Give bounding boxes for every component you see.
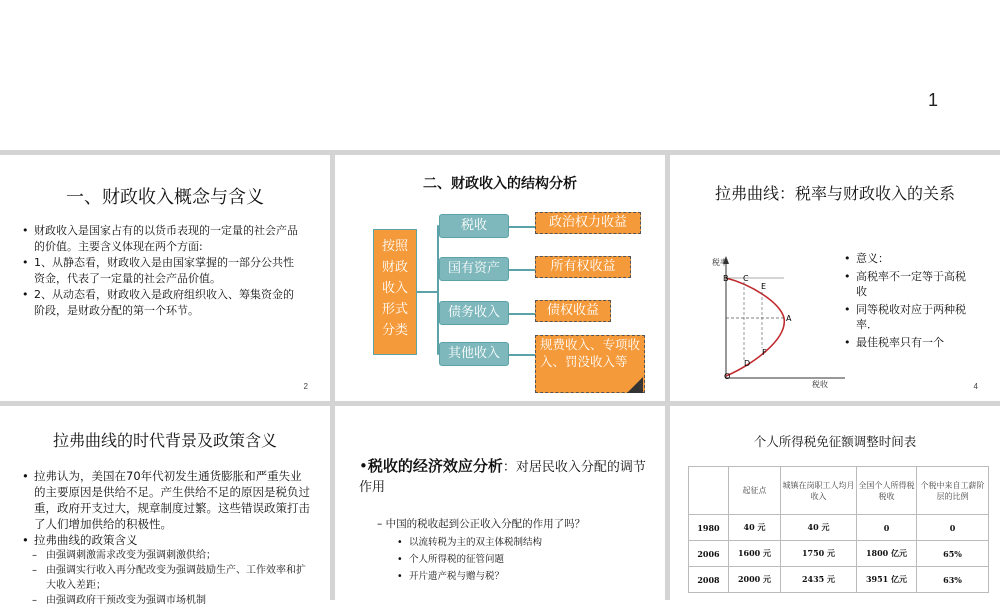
table-cell: 2006 — [689, 541, 729, 567]
slide-thumbnail-3[interactable] — [335, 155, 665, 401]
category-state-assets: 国有资产 — [439, 257, 509, 281]
slide-thumbnail-6[interactable] — [335, 406, 665, 600]
table-header-cell: 城镇在岗职工人均月收入 — [781, 467, 857, 515]
table-row — [689, 541, 989, 567]
table-cell: 2008 — [689, 567, 729, 593]
point-label-c: C — [743, 274, 749, 283]
point-label-o: O — [724, 372, 731, 381]
heading-rest: ：对居民收入分配的调节作用 — [359, 460, 646, 495]
classification-box: 按照财政收入形式分类 — [373, 229, 417, 355]
table-cell: 40 元 — [729, 515, 781, 541]
table-cell: 65% — [917, 541, 989, 567]
bullet-item: • 1、从静态看，财政收入是由国家掌握的一部分公共性资金，代表了一定量的社会产品价值。 — [22, 255, 304, 287]
list-item: • 个人所得税的征管问题 — [397, 551, 647, 568]
bullet-item: • 2、从动态看，财政收入是政府组织收入、筹集资金的阶段，是财政分配的第一个环节。 — [22, 287, 304, 319]
sub-question: – 中国的税收起到公正收入分配的作用了吗？ — [377, 518, 586, 530]
table-cell: 0 — [857, 515, 917, 541]
connector-line — [417, 291, 439, 293]
result-creditor: 债权收益 — [535, 300, 611, 322]
point-label-d: D — [744, 359, 751, 368]
table-cell: 1600 元 — [729, 541, 781, 567]
slide-title: 一、财政收入概念与含义 — [66, 187, 264, 208]
table-cell: 0 — [917, 515, 989, 541]
result-political-power: 政治权力收益 — [535, 212, 641, 234]
heading-bold: 税收的经济效应分析 — [367, 457, 503, 475]
table-cell: 2435 元 — [781, 567, 857, 593]
sub-bullet-item: – 由强调刺激需求改变为强调刺激供给； — [22, 548, 312, 563]
bullet-list — [22, 223, 304, 319]
bullet-list — [844, 251, 976, 350]
laffer-curve-graph — [710, 250, 850, 390]
table-header-cell: 个税中来自工薪阶层的比例 — [917, 467, 989, 515]
heading-bullet: • — [359, 457, 368, 475]
point-label-f: F — [762, 348, 767, 357]
slide-thumbnail-5[interactable] — [0, 406, 330, 606]
table-header-cell — [689, 467, 729, 515]
table-row — [689, 515, 989, 541]
point-label-b: B — [723, 274, 729, 283]
slide-number: 4 — [973, 382, 978, 391]
table-header-cell: 全国个人所得税税收 — [857, 467, 917, 515]
point-label-e: E — [761, 282, 767, 291]
y-axis-label: 税率 — [712, 258, 728, 267]
bullet-item: • 最佳税率只有一个 — [844, 335, 976, 350]
slide-number: 2 — [303, 382, 308, 391]
bullet-item: • 拉弗认为，美国在70年代初发生通货膨胀和严重失业的主要原因是供给不足。产生供给不足的原因是税负过重，政府开支过大，规章制度过繁。这些错误政策打击了人们增加供给的积极性。 — [22, 468, 312, 532]
x-axis-label: 税收 — [812, 380, 828, 389]
bullet-item: • 高税率不一定等于高税收 — [844, 269, 976, 299]
bullet-item: • 同等税收对应于两种税率． — [844, 302, 976, 332]
category-tax: 税收 — [439, 214, 509, 238]
bullet-item: • 意义： — [844, 251, 976, 266]
slide-thumbnail-2[interactable] — [0, 155, 330, 401]
table-cell: 2000 元 — [729, 567, 781, 593]
table-header-cell: 起征点 — [729, 467, 781, 515]
slide-title: 拉弗曲线的时代背景及政策含义 — [52, 431, 277, 450]
category-debt-income: 债务收入 — [439, 301, 509, 325]
list-item: • 开片遗产税与赠与税？ — [397, 568, 647, 585]
sub-bullet-item: – 由强调政府干预改变为强调市场机制 — [22, 593, 312, 608]
slide-number: 3 — [638, 382, 643, 391]
bullet-list — [22, 468, 312, 608]
connector-line — [509, 354, 535, 356]
table-cell: 1800 亿元 — [857, 541, 917, 567]
table-cell: 63% — [917, 567, 989, 593]
point-label-a: A — [786, 314, 792, 323]
tax-threshold-table — [688, 466, 989, 593]
connector-line — [509, 313, 535, 315]
table-cell: 40 元 — [781, 515, 857, 541]
table-cell: 3951 亿元 — [857, 567, 917, 593]
table-cell: 1980 — [689, 515, 729, 541]
result-other: 规费收入、专项收入、罚没收入等 — [535, 335, 645, 393]
connector-line — [509, 226, 535, 228]
slide-heading — [359, 456, 649, 498]
question-text: 中国的税收起到公正收入分配的作用了吗？ — [385, 518, 586, 530]
slide-thumbnail-4[interactable] — [670, 155, 1000, 401]
bullet-item: • 拉弗曲线的政策含义 — [22, 532, 312, 548]
slide-thumbnail-7[interactable] — [670, 406, 1000, 600]
sub-bullet-item: – 由强调实行收入再分配改变为强调鼓励生产、工作效率和扩大收入差距； — [22, 563, 312, 593]
page-number: 1 — [928, 90, 939, 110]
slide-title: 拉弗曲线：税率与财政收入的关系 — [714, 184, 955, 203]
category-other-income: 其他收入 — [439, 342, 509, 366]
table-cell: 1750 元 — [781, 541, 857, 567]
list-item: • 以流转税为主的双主体税制结构 — [397, 534, 647, 551]
result-ownership: 所有权收益 — [535, 256, 631, 278]
connector-line — [509, 269, 535, 271]
table-row — [689, 567, 989, 593]
bullet-item: • 财政收入是国家占有的以货币表现的一定量的社会产品的价值。主要含义体现在两个方面: — [22, 223, 304, 255]
table-header-row — [689, 467, 989, 515]
item-list — [397, 534, 647, 585]
slide-title: 个人所得税免征额调整时间表 — [753, 434, 917, 449]
connector-line — [437, 225, 439, 355]
slide-title: 二、财政收入的结构分析 — [423, 176, 577, 192]
